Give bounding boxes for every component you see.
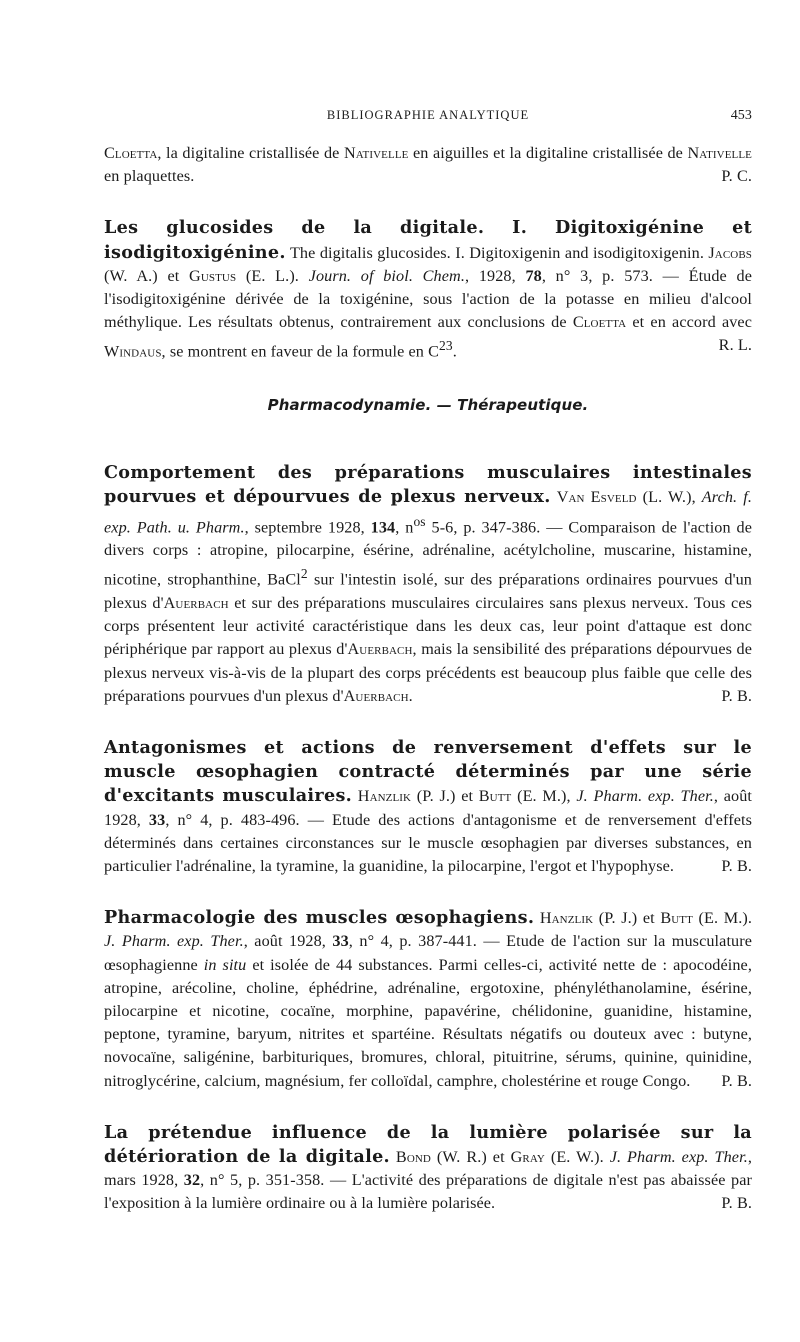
abstract-entry-intestinal (104, 461, 752, 708)
entry-text: , n° 3, p. 573. — Étude de l'isodigitoxigénine dérivée de la toxigénine, sous l'action de la potasse en milieu d'alcool méthylique. Les résultats obtenus, contrairement aux conclusions de (104, 266, 753, 332)
author-name: Gustus (189, 266, 237, 285)
entry-text: , août 1928, (243, 932, 333, 951)
journal-name: Journ. of biol. Chem. (308, 266, 465, 285)
entry-text: , se montrent en faveur de la formule en C (161, 342, 440, 361)
author-name: Butt (478, 787, 512, 806)
reviewer-initials: P. B. (721, 686, 752, 705)
italic-phrase: in situ (203, 955, 247, 974)
entry-title: Pharmacologie des muscles œsophagiens. (104, 907, 535, 929)
entry-text: (L. W.), (636, 488, 702, 507)
entry-text: , 1928, (464, 266, 526, 285)
abstract-entry-oesophagiens (104, 906, 752, 1093)
journal-name: J. Pharm. exp. Ther. (576, 787, 714, 806)
entry-text: en plaquettes. (104, 167, 195, 186)
running-header (104, 104, 752, 128)
running-title: BIBLIOGRAPHIE ANALYTIQUE (326, 108, 530, 122)
entry-text: (E. W.). (544, 1148, 610, 1167)
page (104, 104, 752, 1244)
abstract-entry-cloetta (104, 142, 752, 188)
entry-text: . (408, 686, 413, 705)
author-name: Auerbach (343, 686, 409, 705)
entry-text: (W. A.) et (104, 266, 190, 285)
reviewer-initials: P. B. (721, 1194, 752, 1213)
author-name: Gray (510, 1148, 545, 1167)
author-name: Butt (660, 909, 693, 928)
volume-number: 78 (525, 266, 542, 285)
entry-text: , n° 4, p. 483-496. — Etude des actions d'antagonisme et de renversement d'effets déterminés dans certaines circonstances sur le muscle œsophagien par diverses substances, en particulier l'adrénaline, la tyramine, la guanidine, la pilocarpine, l'ergot et l'hypophyse. (104, 810, 752, 876)
abstract-entry-antagonismes (104, 736, 752, 878)
entry-title: Les glucosides de la digitale. I. Digitoxigénine et isodigitoxigénine. (104, 217, 752, 263)
entry-text: et en accord avec (626, 313, 752, 332)
entry-text: . (452, 342, 457, 361)
entry-text: 5-6, p. 347-386. — Comparaison de l'action de divers corps : atropine, pilocarpine, ésérine, adrénaline, acétylcholine, muscarine, histamine, nicotine, strophanthine, BaCl (104, 518, 752, 589)
section-heading: Pharmacodynamie. — Thérapeutique. (267, 396, 589, 415)
volume-number: 134 (370, 518, 396, 537)
author-name: Hanzlik (539, 909, 594, 928)
superscript: 23 (439, 338, 453, 354)
reviewer-initials: P. C. (721, 167, 752, 186)
entry-text: , mais la sensibilité des préparations dépourvues de plexus nerveux vis-à-vis de la plupart des corps précédents est beaucoup plus faible que celle des préparations pourvues d'un plexus d' (104, 640, 752, 705)
author-name: Cloetta (104, 144, 158, 162)
volume-number: 33 (148, 810, 166, 829)
author-name: Hanzlik (357, 787, 412, 806)
entry-text: (E. M.). (692, 909, 752, 928)
page-number: 453 (730, 108, 752, 123)
abstract-entry-lumiere (104, 1121, 752, 1216)
author-name: Bond (395, 1148, 431, 1167)
author-name: Auerbach (163, 594, 229, 613)
author-name: Cloetta (572, 313, 627, 332)
reviewer-initials: P. B. (721, 1071, 752, 1090)
entry-text: (W. R.) et (430, 1148, 511, 1167)
entry-text: en aiguilles et la digitaline cristallisée de (408, 144, 688, 162)
author-name: Windaus (104, 342, 162, 361)
journal-name: J. Pharm. exp. Ther. (609, 1148, 748, 1167)
entry-text: (P. J.) et (593, 909, 661, 928)
abstract-entry-glucosides (104, 216, 752, 364)
entry-text: , septembre 1928, (244, 518, 371, 537)
entry-text: , n° 5, p. 351-358. — L'activité des préparations de digitale n'est pas abaissée par l'exposition à la lumière ordinaire ou à la lumière polarisée. (104, 1171, 752, 1213)
reviewer-initials: P. B. (721, 857, 752, 876)
entry-text: (E. L.). (236, 266, 309, 285)
volume-number: 32 (183, 1171, 201, 1190)
entry-text: (P. J.) et (411, 787, 479, 806)
entry-title: Antagonismes et actions de renversement d'effets sur le muscle œsophagien contracté déterminés par une série d'excitants musculaires. (104, 737, 752, 807)
entry-text: , août 1928, (104, 787, 753, 829)
entry-title: Comportement des préparations musculaires intestinales pourvues et dépourvues de plexus nerveux. (104, 462, 752, 508)
entry-text: , n° 4, p. 387-441. — Etude de l'action sur la musculature œsophagienne (104, 932, 753, 974)
reviewer-initials: R. L. (718, 336, 752, 355)
author-name: Nativelle (343, 144, 409, 162)
journal-name: Arch. f. exp. Path. u. Pharm. (104, 488, 752, 537)
entry-text: sur l'intestin isolé, sur des préparations ordinaires pourvues d'un plexus d' (104, 570, 752, 613)
entry-text: , la digitaline cristallisée de (157, 144, 344, 162)
entry-text: et sur des préparations musculaires circulaires sans plexus nerveux. Tous ces corps présentent leur activité caractéristique dans les deux cas, leur point d'attaque est donc périphérique par rapport au plexus d' (104, 594, 752, 659)
entry-text: , mars 1928, (104, 1148, 752, 1190)
entry-text: The digitalis glucosides. I. Digitoxigenin and isodigitoxigenin. (285, 243, 709, 262)
superscript: 2 (300, 566, 308, 582)
author-name: Van Esveld (556, 488, 637, 507)
volume-number: 33 (332, 932, 349, 951)
author-name: Auerbach (347, 640, 413, 659)
superscript: os (413, 513, 426, 529)
entry-text: (E. M.), (511, 787, 577, 806)
entry-text: , n (395, 518, 414, 537)
entry-title: La prétendue influence de la lumière polarisée sur la détérioration de la digitale. (104, 1121, 752, 1168)
journal-name: J. Pharm. exp. Ther. (104, 932, 244, 951)
entry-text: et isolée de 44 substances. Parmi celles-ci, activité nette de : apocodéine, atropine, arécoline, choline, éphédrine, adrénaline, ergotoxine, phényléthanolamine, ésérine, pilocarpine et nicotine, cocaïne, morphine, papavérine, chélidonine, guanidine, histamine, peptone, tyramine, baryum, nitrites et spartéine. Résultats négatifs ou douteux avec : butyne, novocaïne, saligénine, barbituriques, bromures, chloral, pituitrine, sérums, quinine, quinidine, nitroglycérine, calcium, magnésium, fer colloïdal, camphre, cholestérine et rouge Congo. (104, 955, 752, 1090)
author-name: Jacobs (708, 243, 752, 262)
author-name: Nativelle (687, 144, 752, 162)
